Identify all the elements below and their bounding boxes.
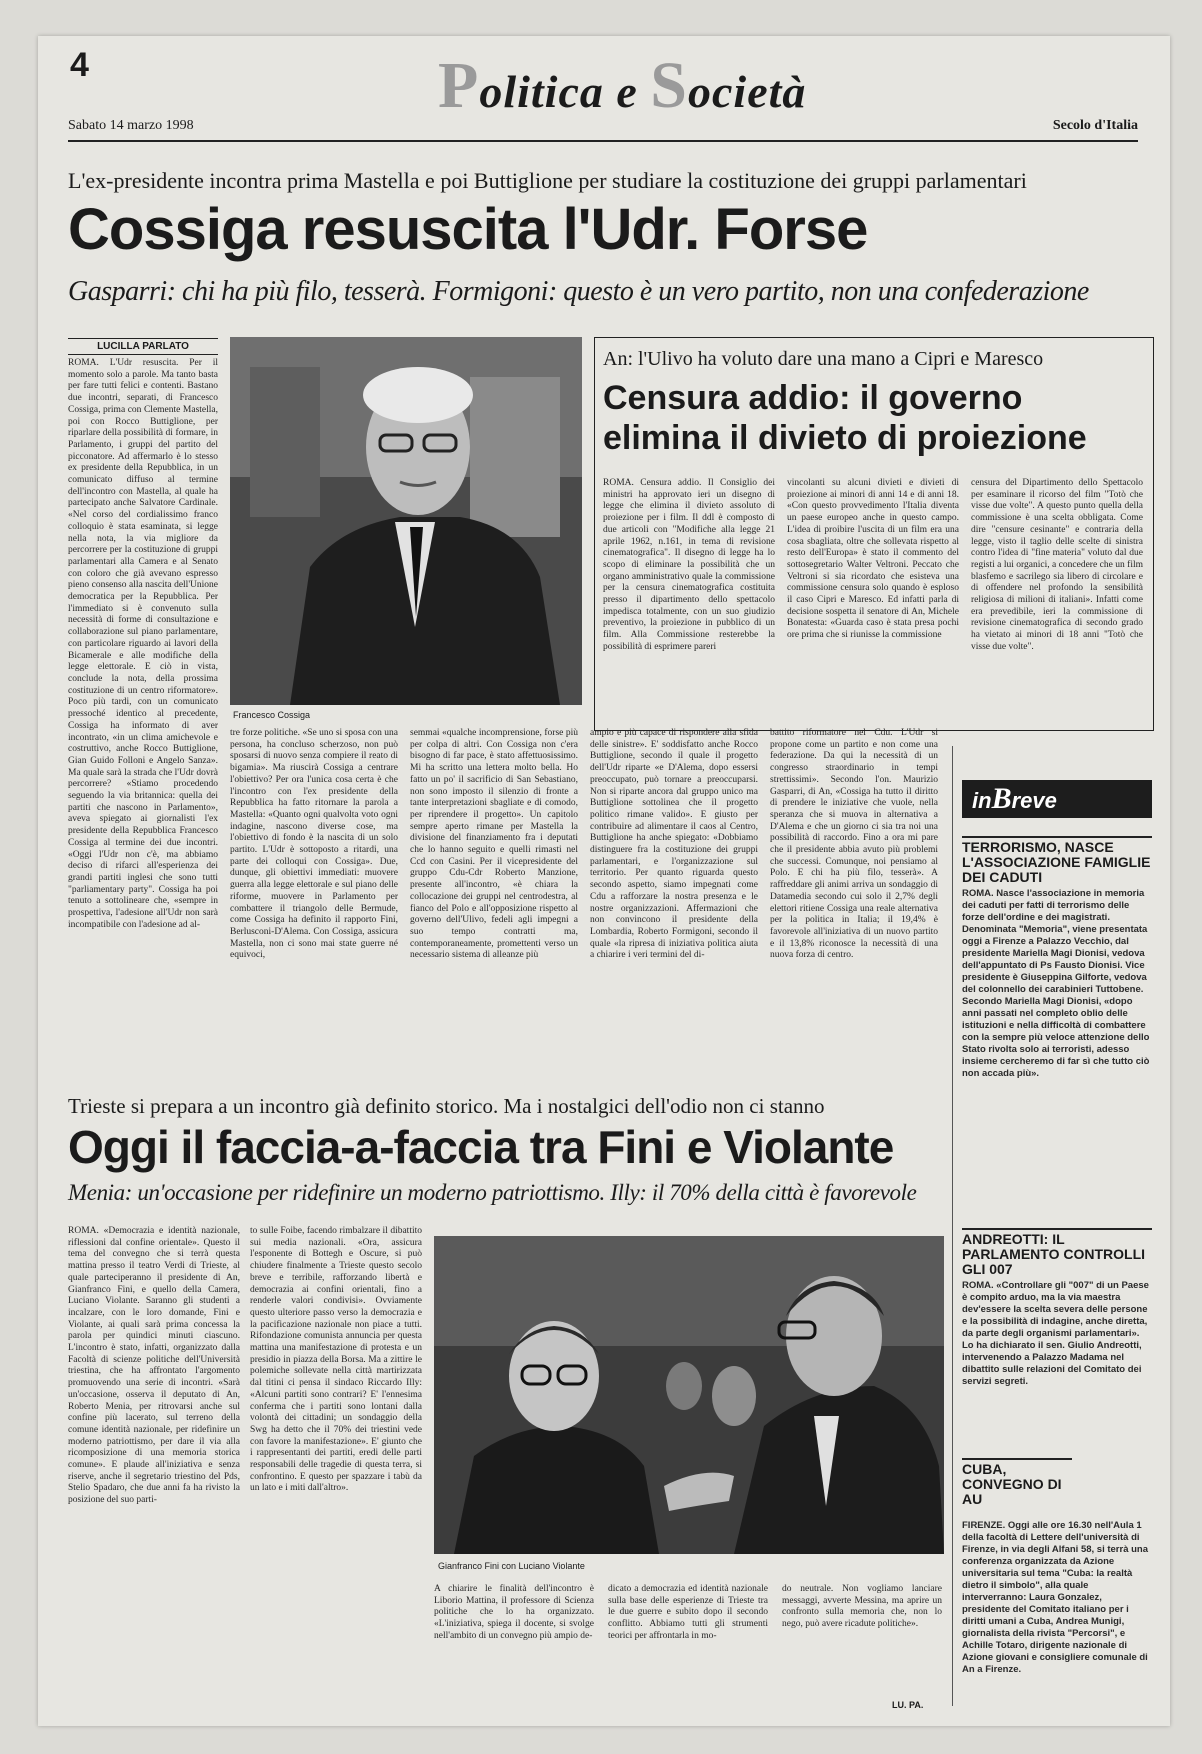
story3-column-5: do neutrale. Non vogliamo lanciare messaggi, avverte Messina, ma aprire un confronto sulla memoria che, non lo nego, può avere ricadute politiche».	[782, 1584, 942, 1630]
cossiga-portrait-image	[230, 337, 582, 705]
story3-column-2: to sulle Foibe, facendo rimbalzare il dibattito sui media nazionali. «Ora, assicura l'esponente di Bottegh e Oscure, si può chiudere finalmente a Trieste questo secolo breve e terribile, rafforzando libertà e democrazia ai confini orientali, fino a renderle valori condivisi». Ovviamente questo ulteriore passo verso la democrazia e la pacificazione nazionale non piace a tutti. Rifondazione comunista annuncia per questa mattina una manifestazione di protesta e un presidio in piazza della Borsa. Ma a zittire le polemiche sollevate nella città martirizzata dal titini ci pensa il sindaco Riccardo Illy: «Alcuni partiti sono contrari? E' l'ennesima conferma che i partiti sono lontani dalla volontà dei cittadini; un sondaggio della Swg ha detto che il 70% dei triestini vede con favore la manifestazione». E' giunto che i rappresentanti dei partiti, eredi delle parti responsabili delle tragedie di questa terra, si confrontino. E questo per spazzare i tabù da un lato e i miti dall'altro».	[250, 1226, 422, 1494]
brevi-item-3-text: FIRENZE. Oggi alle ore 16.30 nell'Aula 1 della facoltà di Lettere dell'università di Firenze, in via degli Alfani 58, si terrà una conferenza organizzata da Azione universitaria sul tema "Cuba: la realtà dietro il simbolo", alla quale interverranno: Laura Gonzalez, presidente del Comitato italiano per i diritti umani a Cuba, Andrea Munigi, giornalista della rivista "Percorsi", e Achille Totaro, dirigente nazionale di Azione giovani e consigliere comunale di An a Firenze.	[962, 1520, 1149, 1675]
newspaper-page	[38, 36, 1170, 1726]
story3-column-3: A chiarire le finalità dell'incontro è Liborio Mattina, il professore di Scienza politiche che lo ha organizzato. «L'iniziativa, spiega il docente, si svolge nell'ambito di un convegno più ampio de-	[434, 1584, 594, 1641]
story2-kicker: An: l'Ulivo ha voluto dare una mano a Cipri e Maresco	[603, 348, 1044, 370]
section-title-part1: olitica e	[479, 66, 651, 117]
brevi-divider	[952, 746, 953, 1706]
page-number: 4	[70, 46, 89, 84]
story1-subhead: Gasparri: chi ha più filo, tesserà. Formigoni: questo è un vero partito, non una confederazione	[68, 276, 1089, 307]
brevi-item-3-title: CUBA, CONVEGNO DI AU	[962, 1458, 1072, 1507]
story2-column-3: censura del Dipartimento dello Spettacolo per esaminare il ricorso del film "Totò che visse due volte". A questo punto quella della commissione è una scelta obbligata. Come dire "censure cesinante" e contraria della legge, visto il taglio delle scelte di sinistra contro l'idea di "fine materia" voluto dal due registi a lui organici, a concedere che un film blasfemo e sacrilego sia libero di circolare e di offendere nel profondo la sensibilità religiosa di milioni di italiani». Infatti come era prevedibile, ieri la commissione di revisione cinematografica di secondo grado ha vietato ai minori di 18 anni "Totò che visse due volte".	[971, 478, 1143, 652]
story2-column-1: ROMA. Censura addio. Il Consiglio dei ministri ha approvato ieri un disegno di legge che elimina il divieto assoluto di proiezione per i film. Il ddl è composto di due articoli con "Modifiche alla legge 21 aprile 1962, n.161, in tema di revisione cinematografica". Il disegno di legge ha lo scopo di eliminare la possibilità che un organo amministrativo quale la commissione per la censura cinematografica costituita presso il dipartimento dello spettacolo impedisca totalmente, con un suo giudizio preventivo, la proiezione in pubblico di un film. Alla Commissione resterebbe la possibilità di esprimere pareri	[603, 478, 775, 652]
story1-column-5: battito riformatore nel Cdu. L'Udr si propone come un partito e non come una federazione. Da qui la necessità di un congresso straordinario in tempi strettissimi». Secondo l'on. Maurizio Gasparri, di An, «Cossiga ha tutto il diritto di prendere le iniziative che vuole, nella speranza che si muova in alternativa a D'Alema e che un giorno ci sia tra noi una possibilità di raccordo. Fino a ora mi pare che il presidente abbia avuto più problemi che successi. Comunque, noi pensiamo al Polo. E chi ha più filo, tesserà». A raffreddare gli animi arriva un sondaggio di Datamedia secondo cui solo il 2,7% degli elettori ritiene Cossiga una reale alternativa per la politica in Italia; il 19,4% è favorevole all'iniziativa di un nuovo partito e il 13,8% riconosce la necessità di una nuova forza di centro.	[770, 728, 938, 961]
section-initial-s: S	[650, 49, 689, 122]
section-title	[438, 48, 806, 124]
brevi-header-initial: B	[991, 782, 1012, 815]
story3-headline: Oggi il faccia-a-faccia tra Fini e Violante	[68, 1121, 894, 1173]
story1-column-1: ROMA. L'Udr resuscita. Per il momento solo a parole. Ma tanto basta per fare tutti felici e contenti. Bastano due incontri, separati, di Francesco Cossiga, prima con Clemente Mastella, poi con Rocco Buttiglione, per riparlare della possibilità di formare, in Parlamento, i gruppi del partito del picconatore. Ad affermarlo è lo stesso ex presidente della Repubblica, in un comunicato diffuso al termine dell'incontro con Mastella, al quale ha partecipato anche Salvatore Cardinale. «Nel corso del cordialissimo franco colloquio è stata esaminata, si legge nella nota, la via migliore da percorrere per la costituzione di gruppi parlamentari alla Camera e al Senato con coloro che già avevano espresso pieno consenso alla nascita dell'Unione democratica per la Repubblica. Per l'immediato si è convenuto sulla necessità di forme di consultazione e collaborazione sul piano parlamentare, con particolare riguardo ai lavori della Bicamerale e alle modifiche della legge elettorale. E ciò in vista, conclude la nota, della prossima costituzione di un centro riformatore». Poco più tardi, con un comunicato pressoché identico al precedente, Cossiga ha informato di aver incontrato, «in un clima amichevole e costruttivo, anche Rocco Buttiglione, Gian Guido Folloni e Angelo Sanza». Ma quale sarà la strada che l'Udr dovrà percorrere? «Stiamo procedendo seguendo la via britannica: quella dei partiti che nascono in Parlamento», aveva spiegato ai giornalisti l'ex presidente della Repubblica Francesco Cossiga al termine dei due incontri. «Oggi l'Udr non c'è, ma abbiamo deciso di rifarci all'esperienza dei grandi partiti inglesi che sono tutti "parliamentary party". Cossiga ha poi tenuto a sottolineare che, «sempre in prospettiva, l'adesione all'Udr non sarà incompatibile con l'adesione ad al-	[68, 358, 218, 930]
brevi-item-1-title: TERRORISMO, NASCE L'ASSOCIAZIONE FAMIGLIE DEI CADUTI	[962, 836, 1152, 885]
story1-column-3: semmai «qualche incomprensione, forse più per colpa di altri. Con Cossiga non c'era bisogno di far pace, è stato affettuosissimo. Mi ha scritto una lettera molto bella. Ho fatto un po' il sacrificio di San Sebastiano, non sono imposto il silenzio di fronte a tante interpretazioni sbagliate e di comodo, per riprendere il progetto». Un capitolo sempre aperto rimane per Mastella la divisione del finanziamento fra i deputati che lo hanno seguito e quelli rimasti nel Ccd con Casini. Per il vicepresidente del gruppo Cdu-Cdr Roberto Manzione, presente all'incontro, «è chiara la collocazione dei gruppi nel centrodestra, al fianco del Polo e all'opposizione rispetto al governo dell'Ulivo, fedeli agli impegni a suo tempo contratti ma, contemporaneamente, promettenti verso un necessario sistema di alleanze più	[410, 728, 578, 961]
story3-photo-caption: Gianfranco Fini con Luciano Violante	[438, 1561, 585, 1571]
fini-violante-image	[434, 1236, 944, 1554]
issue-date: Sabato 14 marzo 1998	[68, 118, 194, 133]
story3-column-4: dicato a democrazia ed identità nazionale sulla base delle esperienze di Trieste tra le due guerre e subito dopo il secondo conflitto. Abbiamo tutti gli strumenti teorici per affrontarla in mo-	[608, 1584, 768, 1641]
brevi-item-1-text: ROMA. Nasce l'associazione in memoria dei caduti per fatti di terrorismo delle forze dell'ordine e dei magistrati. Denominata "Memoria", viene presentata oggi a Firenze a Palazzo Vecchio, dal presidente Mariella Magi Dionisi, vedova dell'appuntato di Ps Fausto Dionisi. Vice presidente è Giuseppina Gilforte, vedova del colonnello dei carabinieri Tuttobene. Secondo Mariella Magi Dionisi, «dopo anni passati nel completo oblio delle istituzioni e nella difficoltà di combattere con la sempre più veloce attenzione dello Stato rivolta solo ai terroristi, adesso insieme cercheremo di far sì che tutto ciò non accada più».	[962, 888, 1150, 1079]
story2-headline: Censura addio: il governo elimina il divieto di proiezione	[603, 379, 1087, 457]
story3-signature: LU. PA.	[892, 1700, 924, 1710]
brevi-header-rest: reve	[1011, 788, 1057, 813]
brevi-header-in: in	[972, 788, 992, 813]
story1-column-2: tre forze politiche. «Se uno si sposa con una persona, ha concluso scherzoso, non può sposarsi di nuovo senza compiere il reato di bigamia». Ma riuscirà Cossiga a centrare l'obiettivo? Per ora l'unica cosa certa è che l'incontro con l'ex presidente della Repubblica ha fatto ritornare la parola a Mastella: «Quanto ogni qualvolta voto ogni indagine, nascono diverse cose, ma l'obiettivo di fondo è la nascita di un solo partito. L'Udr è sottoposto a ritardi, una parte dei colloqui con Cossiga». Due, dunque, gli obiettivi immediati: muovere guerra alla legge elettorale e sul piano delle riforme, muovere in Parlamento per combattere il triangolo delle Bermude, come Cossiga ha definito il rapporto Fini, Berlusconi-D'Alema. Con Cossiga, assicura Mastella, non ci sono mai state guerre né equivoci,	[230, 728, 398, 961]
section-initial-p: P	[438, 49, 480, 122]
paper-name: Secolo d'Italia	[1052, 118, 1138, 133]
dateline	[68, 118, 1138, 142]
section-title-part2: ocietà	[688, 66, 807, 117]
story2-column-2: vincolanti su alcuni divieti e divieti di proiezione ai minori di anni 14 e di anni 18. «Con questo provvedimento l'Italia diventa un paese europeo anche in questo campo. L'idea di proibire l'uscita di un film era una cosa sbagliata, oltre che sollevata rispetto al resto dell'Europa» è stato il commento del sottosegretario Walter Veltroni. Peccato che Veltroni si sia ricordato che esisteva una commissione censura solo quando è esploso il caso Cipri e Maresco. Ed infatti parla di decisione sospetta il senatore di An, Michele Bonatesta: «Guarda caso è stata presa pochi ore prima che si riunisse la commissione	[787, 478, 959, 641]
story2-box	[594, 337, 1154, 731]
story1-byline: LUCILLA PARLATO	[68, 338, 218, 355]
story3-photo	[434, 1236, 944, 1554]
brevi-item-2-title: ANDREOTTI: IL PARLAMENTO CONTROLLI GLI 007	[962, 1228, 1152, 1277]
story1-photo	[230, 337, 582, 705]
brevi-item-2-text: ROMA. «Controllare gli "007" di un Paese è compito arduo, ma la via maestra dev'essere la scelta severa delle persone e la possibilità di indagine, anche diretta, da parte degli organismi parlamentari». Lo ha dichiarato il sen. Giulio Andreotti, intervenendo a Palazzo Madama nel dibattito sulle relazioni del Comitato dei servizi segreti.	[962, 1280, 1149, 1387]
story1-headline: Cossiga resuscita l'Udr. Forse	[68, 197, 868, 262]
story3-kicker: Trieste si prepara a un incontro già definito storico. Ma i nostalgici dell'odio non ci stanno	[68, 1094, 825, 1118]
story1-column-4: ampio e più capace di rispondere alla sfida delle sinistre». E' soddisfatto anche Rocco Buttiglione, secondo il quale il progetto dell'Udr riparte «e D'Alema, dopo essersi preoccupato, può tornare a preoccuparsi. Non si riparte ancora dal gruppo unico ma Buttiglione sottolinea che il progetto politico rimane valido». E giusto per contribuire ad alimentare il caos al Centro, Buttiglione ha anche spiegato: «Dobbiamo distinguere fra la costituzione dei gruppi parlamentari, e l'organizzazione sul territorio. Per quanto riguarda questo secondo aspetto, siamo impegnati come Cdu a rafforzare la nostra presenza e le nostre organizzazioni. Affermazioni che non convincono il presidente della Lombardia, Roberto Formigoni, secondo il quale «la ripresa di iniziativa politica aiuta a chiarire i veri termini del di-	[590, 728, 758, 961]
story3-column-1: ROMA. «Democrazia e identità nazionale, riflessioni dal confine orientale». Questo il tema del convegno che si terrà questa mattina presso il teatro Verdi di Trieste, al quale parteciperanno il presidente di An, Gianfranco Fini, e quello della Camera, Luciano Violante. Saranno gli studenti a incalzare, con le loro domande, Fini e Violante, ai quali sarà prima concessa la parola per quindici minuti ciascuno. L'incontro è stato, infatti, organizzato dalla Facoltà di scienze politiche dell'Università triestina, che ha affrontato l'argomento promuovendo una serie di incontri. «Sarà un'occasione, osserva il deputato di An, Roberto Menia, per ritrovarsi anche sul confine più lacerato, sul terreno della comune identità nazionale, per ridefinire un moderno patriottismo, per dare il via alla ricomposizione di una memoria storica comune». E plaude all'iniziativa e senza riserve, anche il segretario triestino del Pds, Stelio Spadaro, che due anni fa ha rivisto la posizione del suo parti-	[68, 1226, 240, 1506]
story1-kicker: L'ex-presidente incontra prima Mastella e poi Buttiglione per studiare la costituzione dei gruppi parlamentari	[68, 168, 1027, 193]
brevi-header	[962, 780, 1152, 818]
story3-subhead: Menia: un'occasione per ridefinire un moderno patriottismo. Illy: il 70% della città è favorevole	[68, 1180, 917, 1205]
story1-photo-caption: Francesco Cossiga	[233, 710, 311, 720]
